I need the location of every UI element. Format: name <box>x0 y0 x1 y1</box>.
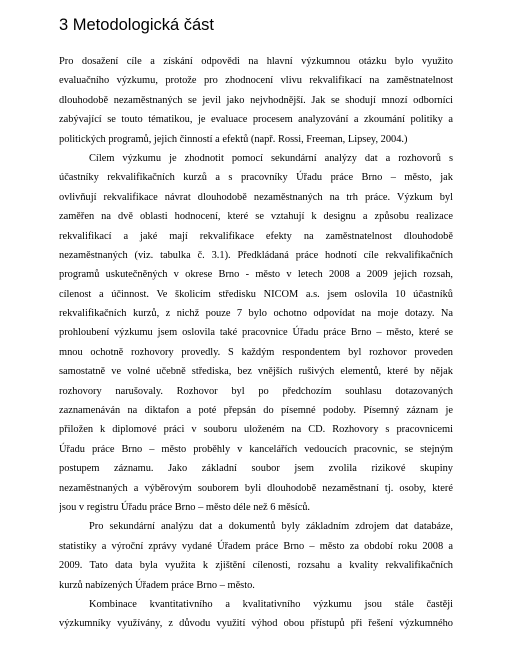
paragraph <box>59 595 453 634</box>
text-line: dlouhodobě nezaměstnaných se jevil jako nejvhodnější. Jak se shodují mnozí odborníci <box>59 94 453 106</box>
paragraph <box>59 149 453 517</box>
text-line: rekvalifikačních kurzů, z nichž pouze 7 bylo ochotno odpovídat na moje dotazy. Na <box>59 308 453 320</box>
text-line: programů uskutečněných v okrese Brno - město v letech 2008 a 2009 jejich rozsah, <box>59 269 453 281</box>
text-line: 2009. Tato data byla využita k zjištění cílenosti, rozsahu a kvality rekvalifikačních <box>59 560 453 572</box>
text-line: kurzů nabízených Úřadem práce Brno – město. <box>59 579 255 591</box>
text-line: mnou ochotně rozhovory provedly. S každým respondentem byl rozhovor proveden <box>59 346 453 358</box>
text-line: zaměřen na dvě oblasti hodnocení, které se vztahují k designu a způsobu realizace <box>59 211 453 223</box>
text-line: zabývající se touto tématikou, je evaluace procesem analyzování a zkoumání politiky a <box>59 114 453 126</box>
text-line: nezaměstnaných a výběrovým souborem byli dlouhodobě nezaměstnaní tj. osoby, které <box>59 482 453 494</box>
text-line: cílenost a účinnost. Ve školicím středisku NICOM a.s. jsem oslovila 10 účastníků <box>59 288 453 300</box>
text-line: statistiky a výroční zprávy vydané Úřadem práce Brno – město za období roku 2008 a <box>59 540 453 552</box>
text-line: ovlivňují rekvalifikace návrat dlouhodobě nezaměstnaných na trh práce. Výzkum byl <box>59 191 453 203</box>
text-line: Úřadu práce Brno – město proběhly v kancelářích vedoucích pracovnic, se stejným <box>59 443 453 455</box>
body-text <box>59 52 453 634</box>
text-line: výzkumníky využívány, z důvodu využití výhod obou přístupů při řešení výzkumného <box>59 618 453 630</box>
paragraph <box>59 52 453 149</box>
text-line: prohloubení výzkumu jsem oslovila také pracovnice Úřadu práce Brno – město, které se <box>59 327 453 339</box>
text-line: postupem záznamu. Jako základní soubor jsem zvolila rizikové skupiny <box>59 463 453 475</box>
text-line: Pro sekundární analýzu dat a dokumentů byly základním zdrojem dat databáze, <box>89 521 453 533</box>
text-line: samostatně ve volné učebně střediska, bez vnějších rušivých elementů, které by nějak <box>59 366 453 378</box>
text-line: přiložen k diplomové práci v souboru uloženém na CD. Rozhovory s pracovnicemi <box>59 424 453 436</box>
text-line: Cílem výzkumu je zhodnotit pomocí sekundární analýzy dat a rozhovorů s <box>89 152 453 164</box>
text-line: evaluačního výzkumu, protože pro zhodnocení vlivu rekvalifikací na zaměstnatelnost <box>59 75 453 87</box>
text-line: jsou v registru Úřadu práce Brno – město déle než 6 měsíců. <box>59 501 311 513</box>
text-line: Kombinace kvantitativního a kvalitativního výzkumu jsou stále častěji <box>89 598 453 610</box>
text-line: Pro dosažení cíle a získání odpovědi na hlavní výzkumnou otázku bylo využito <box>59 56 453 67</box>
text-line: nezaměstnaných (viz. tabulka č. 3.1). Předkládaná práce hodnotí cíle rekvalifikačních <box>59 249 453 261</box>
text-line: rekvalifikací a jaké mají rekvalifikace efekty na zaměstnatelnost dlouhodobě <box>59 230 453 242</box>
paragraph <box>59 517 453 595</box>
section-heading: 3 Metodologická část <box>59 16 215 34</box>
text-line: zaznamenáván na diktafon a poté přepsán do písemné podoby. Písemný záznam je <box>59 405 453 417</box>
text-line: účastníky rekvalifikačních kurzů a s pracovníky Úřadu práce Brno – město, jak <box>59 172 453 184</box>
text-line: politických programů, jejich činností a efektů (např. Rossi, Freeman, Lipsey, 2004.) <box>59 133 408 145</box>
text-line: rozhovory narušovaly. Rozhovor byl po předchozím souhlasu dotazovaných <box>59 385 453 397</box>
